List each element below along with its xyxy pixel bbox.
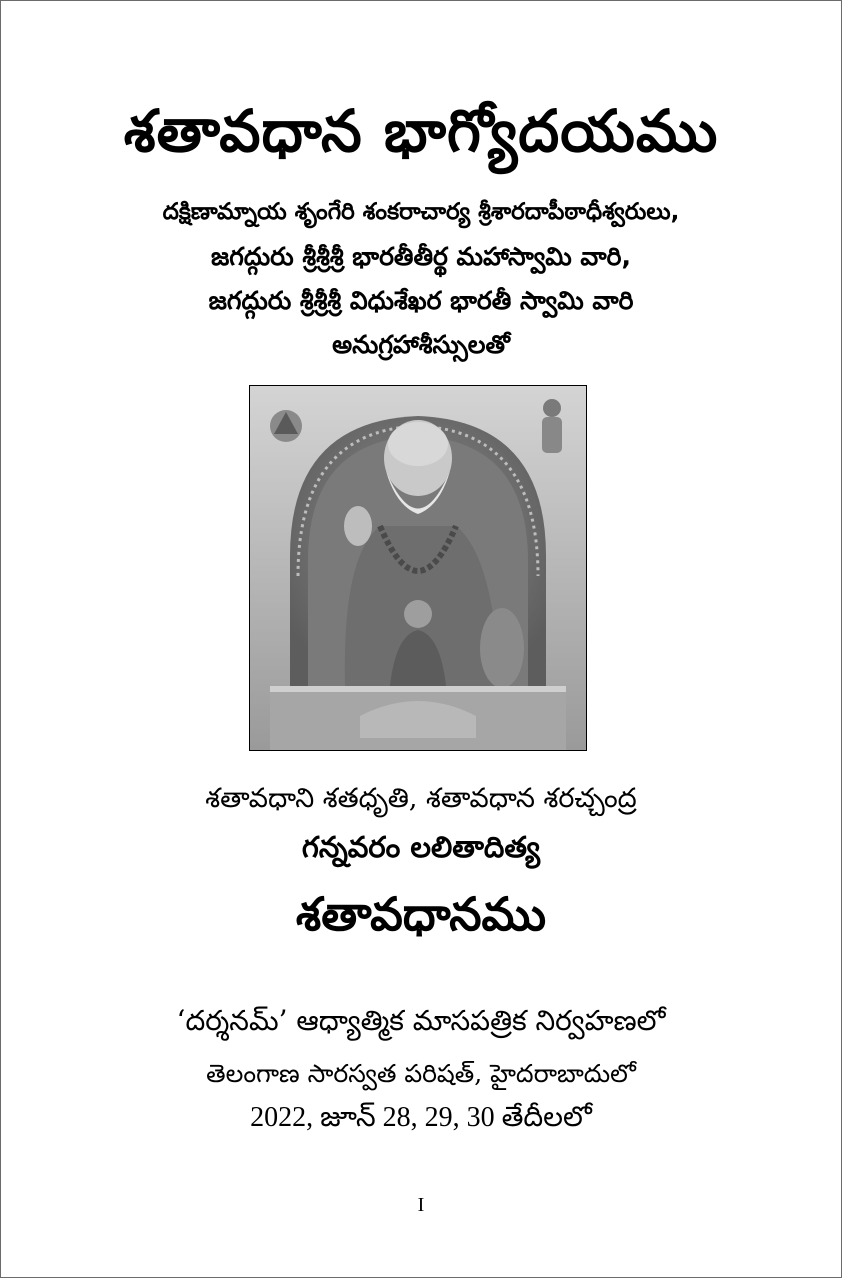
blessing-line-4: అనుగ్రహాశీస్సులతో bbox=[332, 330, 510, 359]
performer-honorific: శతావధాని శతధృతి, శతావధాన శరచ్చంద్ర bbox=[205, 783, 637, 814]
page-number: I bbox=[417, 1194, 425, 1216]
main-title: శతావధాన భాగ్యోదయము bbox=[123, 97, 719, 165]
event-title: శతావధానము bbox=[295, 887, 547, 941]
organizer-line: ‘దర్శనమ్’ ఆధ్యాత్మిక మాసపత్రిక నిర్వహణలో bbox=[176, 1004, 666, 1037]
blessing-line-1: దక్షిణామ్నాయ శృంగేరి శంకరాచార్య శ్రీశారదాపీఠాధీశ్వరులు, bbox=[162, 199, 680, 225]
performer-name: గన్నవరం లలితాదిత్య bbox=[301, 830, 541, 864]
venue-line: తెలంగాణ సారస్వత పరిషత్, హైదరాబాదులో bbox=[206, 1059, 636, 1088]
blessing-line-3: జగద్గురు శ్రీశ్రీశ్రీ విధుశేఖర భారతీ స్వామి వారి bbox=[208, 286, 634, 315]
portrait-photo bbox=[249, 385, 587, 751]
blessing-line-2: జగద్గురు శ్రీశ్రీశ్రీ భారతీతీర్థ మహాస్వామి వారి, bbox=[211, 242, 631, 271]
portrait-photo-icon bbox=[250, 386, 586, 750]
dates-line: 2022, జూన్ 28, 29, 30 తేదీలలో bbox=[250, 1102, 592, 1133]
